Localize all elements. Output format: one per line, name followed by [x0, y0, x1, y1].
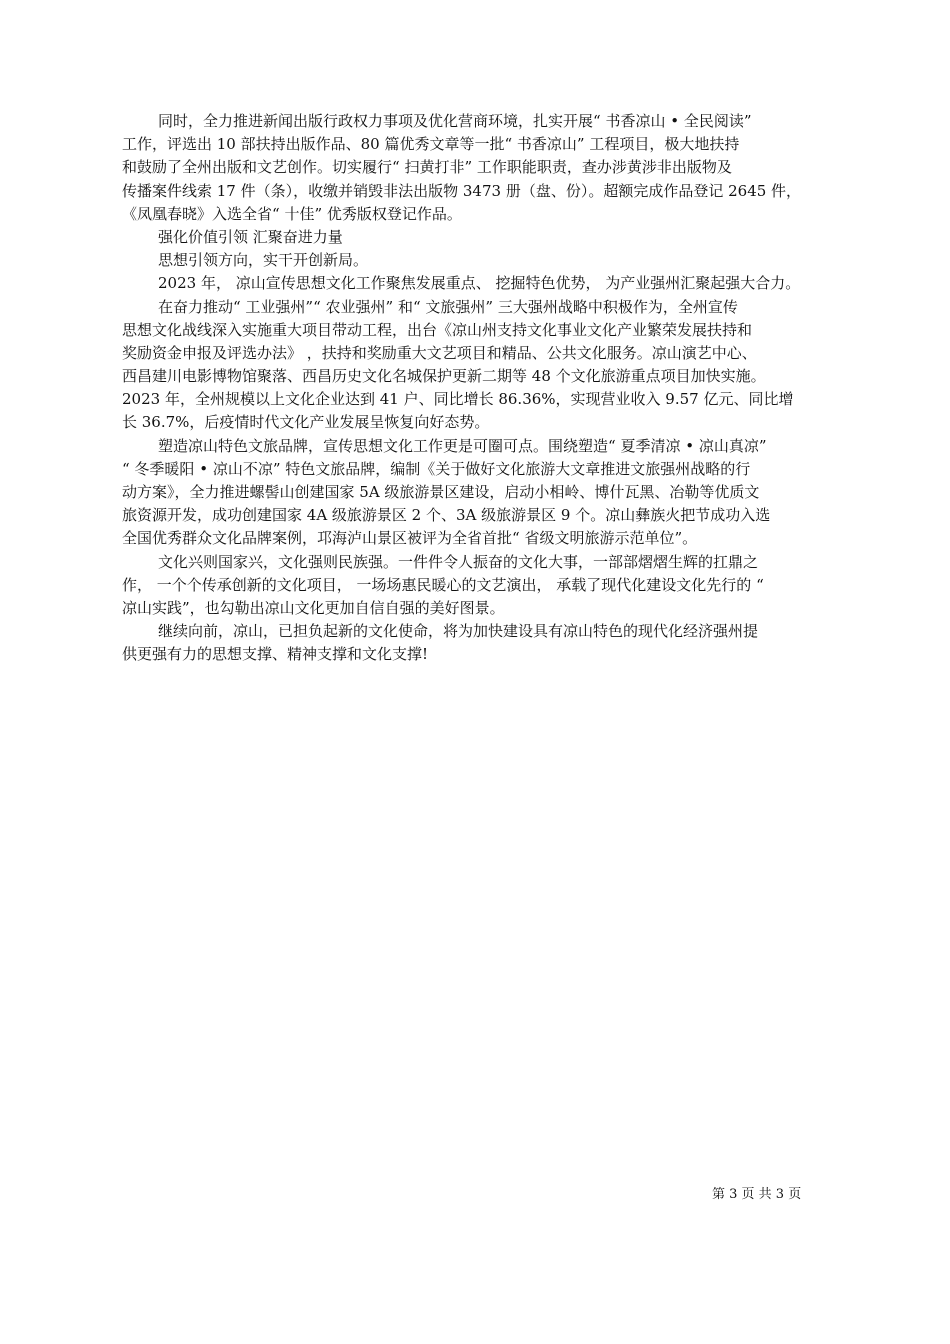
paragraph-line: 同时，全力推进新闻出版行政权力事项及优化营商环境，扎实开展“ 书香凉山 • 全民阅读”	[158, 112, 752, 130]
paragraph-line: 塑造凉山特色文旅品牌，宣传思想文化工作更是可圈可点。围绕塑造“ 夏季清凉 • 凉山真凉”	[158, 436, 767, 455]
paragraph-line: “ 冬季暖阳 • 凉山不凉” 特色文旅品牌，编制《关于做好文化旅游大文章推进文旅强州战略的行	[122, 459, 751, 478]
paragraph-line: 2023 年， 凉山宣传思想文化工作聚焦发展重点、 挖掘特色优势， 为产业强州汇聚起强大合力。	[158, 274, 801, 293]
paragraph-line: 全国优秀群众文化品牌案例，邛海泸山景区被评为全省首批“ 省级文明旅游示范单位”。	[122, 529, 698, 548]
paragraph-line: 旅资源开发，成功创建国家 4A 级旅游景区 2 个、3A 级旅游景区 9 个。凉山彝族火把节成功入选	[122, 506, 771, 525]
paragraph-line: 在奋力推动“ 工业强州”“ 农业强州” 和“ 文旅强州” 三大强州战略中积极作为，全州宣传	[158, 297, 738, 316]
paragraph-line: 和鼓励了全州出版和文艺创作。切实履行“ 扫黄打非” 工作职能职责，查办涉黄涉非出版物及	[122, 158, 732, 177]
paragraph-line: 工作，评选出 10 部扶持出版作品、80 篇优秀文章等一批“ 书香凉山” 工程项目，极大地扶持	[122, 135, 740, 154]
paragraph-line: 供更强有力的思想支撑、精神支撑和文化支撑!	[122, 645, 429, 664]
paragraph-line: 2023 年，全州规模以上文化企业达到 41 户、同比增长 86.36%，实现营业收入 9.57 亿元、同比增	[122, 390, 794, 409]
paragraph-line: 思想文化战线深入实施重大项目带动工程，出台《凉山州支持文化事业文化产业繁荣发展扶持和	[122, 320, 753, 339]
section-heading: 强化价值引领 汇聚奋进力量	[158, 227, 343, 246]
paragraph-line: 继续向前，凉山，已担负起新的文化使命，将为加快建设具有凉山特色的现代化经济强州提	[158, 622, 759, 641]
paragraph-line: 西昌建川电影博物馆聚落、西昌历史文化名城保护更新二期等 48 个文化旅游重点项目加快实施。	[122, 367, 766, 386]
paragraph-line: 思想引领方向，实干开创新局。	[158, 251, 369, 270]
paragraph-line: 奖励资金申报及评选办法》 ，扶持和奖励重大文艺项目和精品、公共文化服务。凉山演艺中心、	[122, 343, 757, 362]
paragraph-line: 作， 一个个传承创新的文化项目， 一场场惠民暖心的文艺演出， 承载了现代化建设文化先行的 “	[122, 575, 764, 594]
document-body	[122, 110, 832, 667]
paragraph-line: 传播案件线索 17 件（条），收缴并销毁非法出版物 3473 册（盘、份）。超额完成作品登记 2645 件，	[122, 181, 802, 200]
paragraph-line: 《凤凰春晓》入选全省“ 十佳” 优秀版权登记作品。	[122, 204, 462, 223]
paragraph-line: 长 36.7%，后疫情时代文化产业发展呈恢复向好态势。	[122, 413, 490, 432]
paragraph-line: 文化兴则国家兴，文化强则民族强。一件件令人振奋的文化大事，一部部熠熠生辉的扛鼎之	[158, 552, 759, 571]
page-number: 第 3 页 共 3 页	[712, 1187, 802, 1202]
paragraph-line: 动方案》，全力推进螺髻山创建国家 5A 级旅游景区建设，启动小相岭、博什瓦黑、冶勒等优质文	[122, 483, 760, 501]
paragraph-line: 凉山实践”，也勾勒出凉山文化更加自信自强的美好图景。	[122, 598, 505, 617]
